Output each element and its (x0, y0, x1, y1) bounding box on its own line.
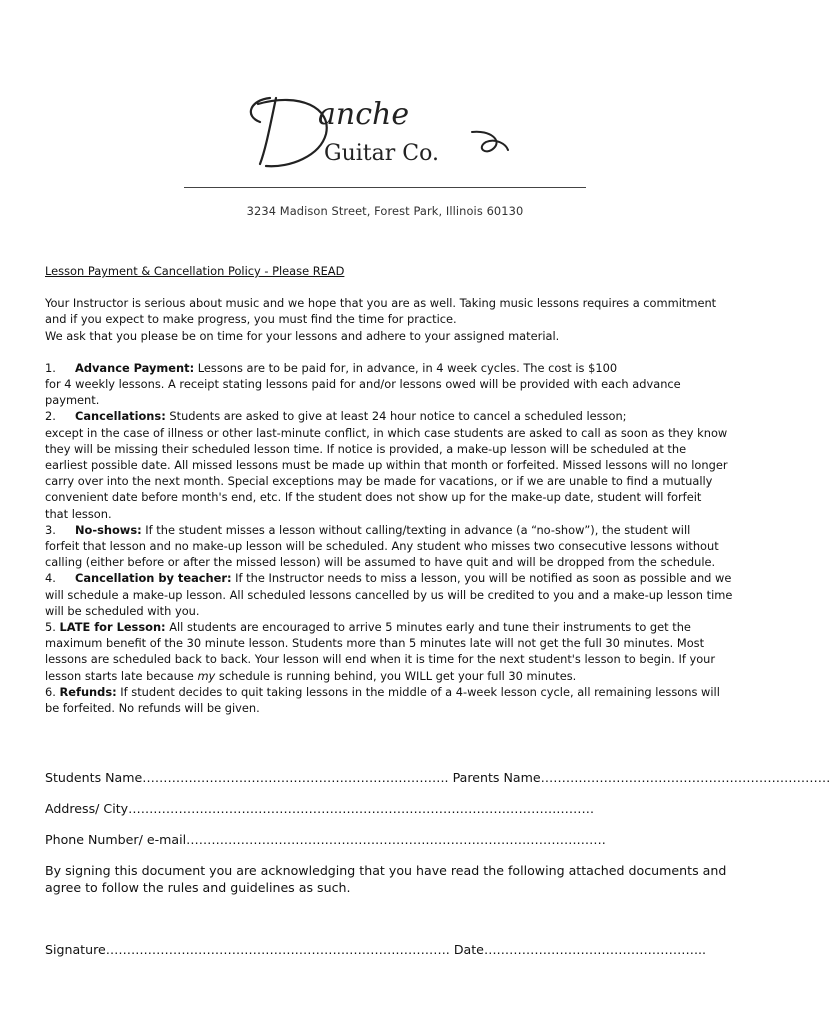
header-divider (184, 187, 586, 188)
item-text: they will be missing their scheduled lesson time. If notice is provided, a make-up lesson will be scheduled at the (45, 441, 687, 456)
item-text: lesson starts late because (45, 668, 198, 683)
student-name-field[interactable]: ………………………………………………………………. (142, 770, 449, 785)
policy-title: Lesson Payment & Cancellation Policy - Please READ (45, 264, 345, 278)
item-heading: Cancellations: (75, 409, 166, 424)
signature-field[interactable]: ………………………………………………………………………. (105, 942, 450, 957)
item-text: schedule is running behind, you WILL get your full 30 minutes. (215, 668, 577, 683)
student-name-label: Students Name (45, 770, 143, 785)
acknowledgement-line: agree to follow the rules and guidelines as such. (45, 880, 351, 895)
item-number: 3. (45, 522, 56, 537)
item-text: payment. (45, 393, 100, 408)
item-number: 5. (45, 620, 56, 635)
item-heading: Cancellation by teacher: (75, 571, 232, 586)
acknowledgement-line: By signing this document you are acknowledging that you have read the following attached documents and (45, 863, 727, 878)
item-text: forfeit that lesson and no make-up lesson will be scheduled. Any student who misses two consecutive lessons without (45, 539, 719, 554)
item-text: will schedule a make-up lesson. All scheduled lessons cancelled by us will be credited to you and a make-up lesson time (45, 587, 733, 602)
signature-row (45, 942, 706, 958)
item-number: 6. (45, 684, 56, 699)
phone-field[interactable]: ………………………………………………………………………………………. (186, 832, 606, 847)
item-text: lessons are scheduled back to back. Your lesson will end when it is time for the next student's lesson to begin. If your (45, 652, 716, 667)
date-label: Date (453, 942, 484, 957)
address-label: Address/ City (45, 801, 129, 816)
signature-label: Signature (45, 942, 106, 957)
item-text: earliest possible date. All missed lessons must be made up within that month or forfeited. Missed lessons will no longer (45, 458, 728, 473)
logo-sub-text: Guitar Co. (324, 141, 439, 166)
policy-item (45, 522, 735, 571)
item-text: carry over into the next month. Special exceptions may be made for vacations, or if we are unable to find a mutually (45, 474, 713, 489)
address-field[interactable]: ………………………………………………………………………………………………… (128, 801, 595, 816)
phone-row (45, 832, 606, 848)
parents-name-label: Parents Name (452, 770, 541, 785)
item-text: If the Instructor needs to miss a lesson, you will be notified as soon as possible and we (231, 571, 732, 586)
item-heading: Refunds: (59, 684, 117, 699)
item-text: that lesson. (45, 506, 112, 521)
policy-items (45, 360, 735, 619)
address-row (45, 801, 594, 817)
item-number: 4. (45, 571, 56, 586)
company-logo (240, 86, 530, 178)
item-text: for 4 weekly lessons. A receipt stating lessons paid for and/or lessons owed will be provided with each advance (45, 377, 681, 392)
logo-graphic (240, 86, 530, 178)
parents-name-field[interactable]: …………………………………………………………… (540, 770, 830, 785)
item-number: 1. (45, 360, 56, 375)
policy-item (45, 360, 735, 409)
company-address: 3234 Madison Street, Forest Park, Illinois 60130 (246, 204, 524, 218)
date-field[interactable]: …………………………………………….. (483, 942, 707, 957)
item-heading: Advance Payment: (75, 360, 195, 375)
item-text: will be scheduled with you. (45, 603, 200, 618)
item-text: Lessons are to be paid for, in advance, in 4 week cycles. The cost is $100 (194, 360, 618, 375)
item-text: Students are asked to give at least 24 hour notice to cancel a scheduled lesson; (165, 409, 627, 424)
policy-item (45, 570, 735, 619)
item-text: If the student misses a lesson without calling/texting in advance (a “no-show”), the student will (141, 522, 691, 537)
intro-line: We ask that you please be on time for your lessons and adhere to your assigned material. (45, 328, 560, 343)
item-text: convenient date before month's end, etc. If the student does not show up for the make-up date, student will forfeit (45, 490, 702, 505)
item-number: 2. (45, 409, 56, 424)
policy-section (45, 263, 735, 716)
item-text: be forfeited. No refunds will be given. (45, 701, 260, 716)
policy-item-refunds (45, 684, 735, 716)
logo-main-text: anche (318, 97, 410, 132)
intro-line: Your Instructor is serious about music and we hope that you are as well. Taking music lessons requires a commitment (45, 296, 717, 311)
phone-label: Phone Number/ e-mail (45, 832, 187, 847)
policy-item-late (45, 619, 735, 684)
item-text: All students are encouraged to arrive 5 minutes early and tune their instruments to get the (165, 620, 691, 635)
emphasis-text: my (197, 668, 216, 683)
intro-line: and if you expect to make progress, you must find the time for practice. (45, 312, 457, 327)
student-parent-row (45, 770, 830, 786)
item-heading: No-shows: (75, 522, 142, 537)
item-text: maximum benefit of the 30 minute lesson. Students more than 5 minutes late will not get the full 30 minutes. Most (45, 636, 705, 651)
item-text: If student decides to quit taking lessons in the middle of a 4-week lesson cycle, all remaining lessons will (116, 684, 720, 699)
policy-item (45, 408, 735, 521)
item-text: except in the case of illness or other last-minute conflict, in which case students are asked to call as soon as they know (45, 425, 728, 440)
item-heading: LATE for Lesson: (59, 620, 166, 635)
item-text: calling (either before or after the missed lesson) will be assumed to have quit and will be dropped from the schedule. (45, 555, 716, 570)
